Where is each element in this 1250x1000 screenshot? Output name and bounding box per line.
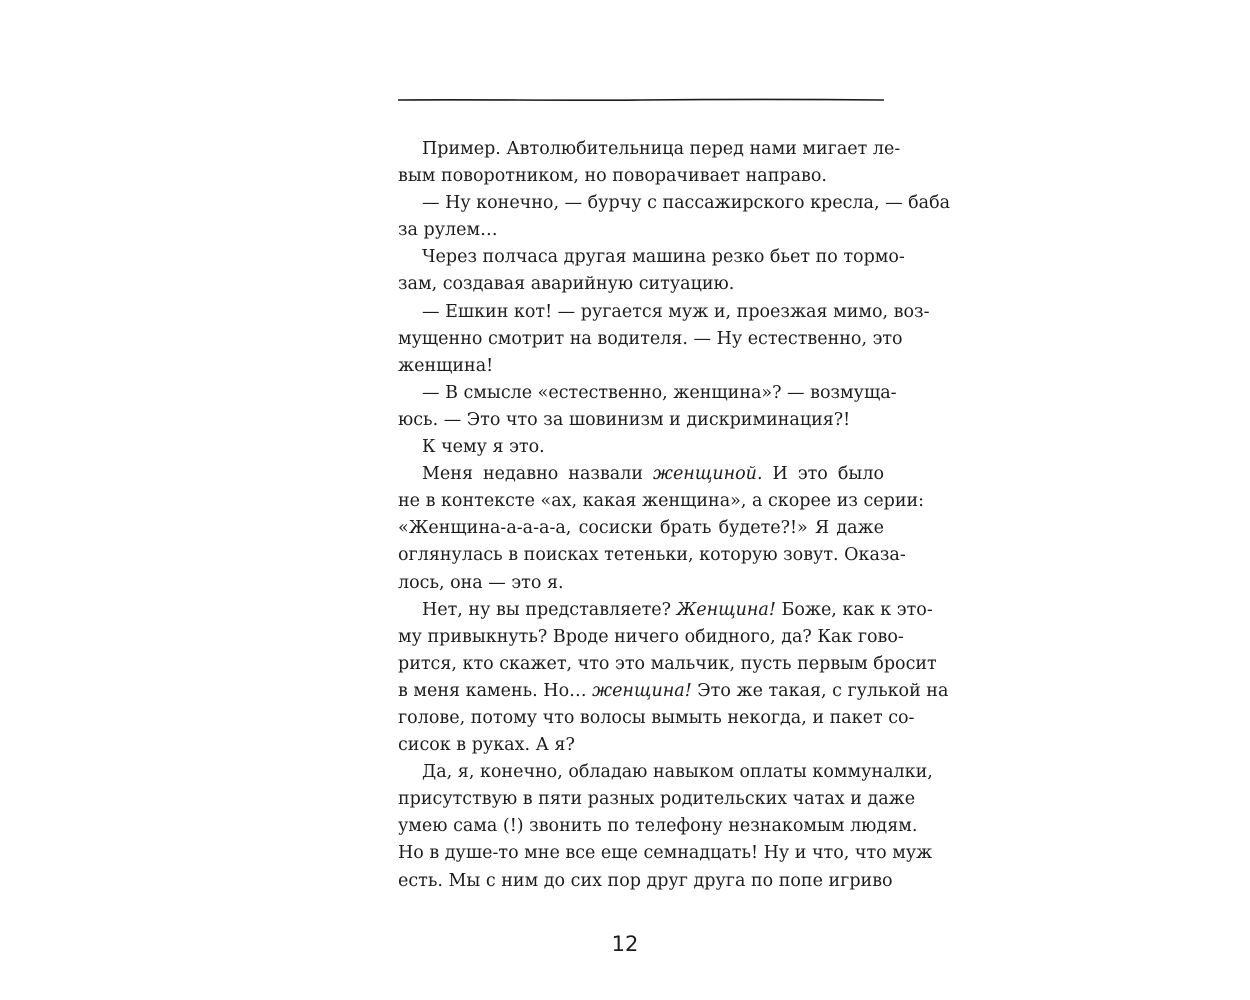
text-run: И это было (762, 464, 884, 485)
text-line: сисок в руках. А я? (398, 735, 575, 756)
text-line: — Ну конечно, — бурчу с пассажирского кресла, — баба (422, 193, 951, 214)
text-line: мущенно смотрит на водителя. — Ну естественно, это (398, 328, 903, 349)
text-line: Через полчаса другая машина резко бьет по тормо- (422, 247, 905, 268)
text-run: в меня камень. Но… (398, 680, 593, 701)
text-line: Пример. Автолюбительница перед нами мигает ле- (422, 139, 901, 159)
text-line (398, 597, 933, 624)
text-run: Меня недавно назвали (422, 464, 654, 485)
text-line: лось, она — это я. (398, 572, 564, 593)
text-line: рится, кто скажет, что это мальчик, пусть первым бросит (398, 653, 937, 674)
emphasis-text: Женщина! (676, 599, 776, 620)
text-line: Да, я, конечно, обладаю навыком оплаты коммуналки, (422, 762, 933, 783)
text-line: му привыкнуть? Вроде ничего обидного, да? Как гово- (398, 626, 904, 647)
text-line: присутствую в пяти разных родительских чатах и даже (398, 789, 916, 810)
text-line: не в контексте «ах, какая женщина», а скорее из серии: (398, 491, 925, 512)
text-run: Боже, как к это- (775, 599, 933, 620)
text-line: есть. Мы с ним до сих пор друг друга по попе игриво (398, 870, 893, 891)
text-line: «Женщина-а-а-а-а, сосиски брать будете?!» Я даже (398, 518, 884, 539)
text-line (398, 678, 949, 705)
body-text (398, 136, 951, 895)
text-line: вым поворотником, но поворачивает направо. (398, 166, 827, 187)
text-line: зам, создавая аварийную ситуацию. (398, 274, 735, 295)
text-line: — В смысле «естественно, женщина»? — возмуща- (422, 382, 897, 403)
emphasis-text: женщиной. (653, 464, 763, 485)
page-number: 12 (611, 932, 639, 956)
text-line: юсь. — Это что за шовинизм и дискриминация?! (398, 409, 851, 430)
text-line (398, 461, 884, 488)
text-line: женщина! (398, 355, 494, 376)
text-line: голове, потому что волосы вымыть некогда, и пакет со- (398, 707, 915, 728)
text-line: К чему я это. (422, 437, 545, 458)
text-line: Но в душе-то мне все еще семнадцать! Ну и что, что муж (398, 843, 933, 864)
text-line: за рулем… (398, 220, 498, 241)
emphasis-text: женщина! (592, 680, 692, 701)
top-rule (398, 98, 884, 102)
text-line: оглянулась в поисках тетеньки, которую зовут. Оказа- (398, 545, 906, 566)
text-run: Это же такая, с гулькой на (691, 680, 949, 701)
text-run: Нет, ну вы представляете? (422, 599, 677, 620)
text-line: — Ешкин кот! — ругается муж и, проезжая мимо, воз- (422, 301, 930, 322)
text-line: умею сама (!) звонить по телефону незнакомым людям. (398, 816, 918, 837)
